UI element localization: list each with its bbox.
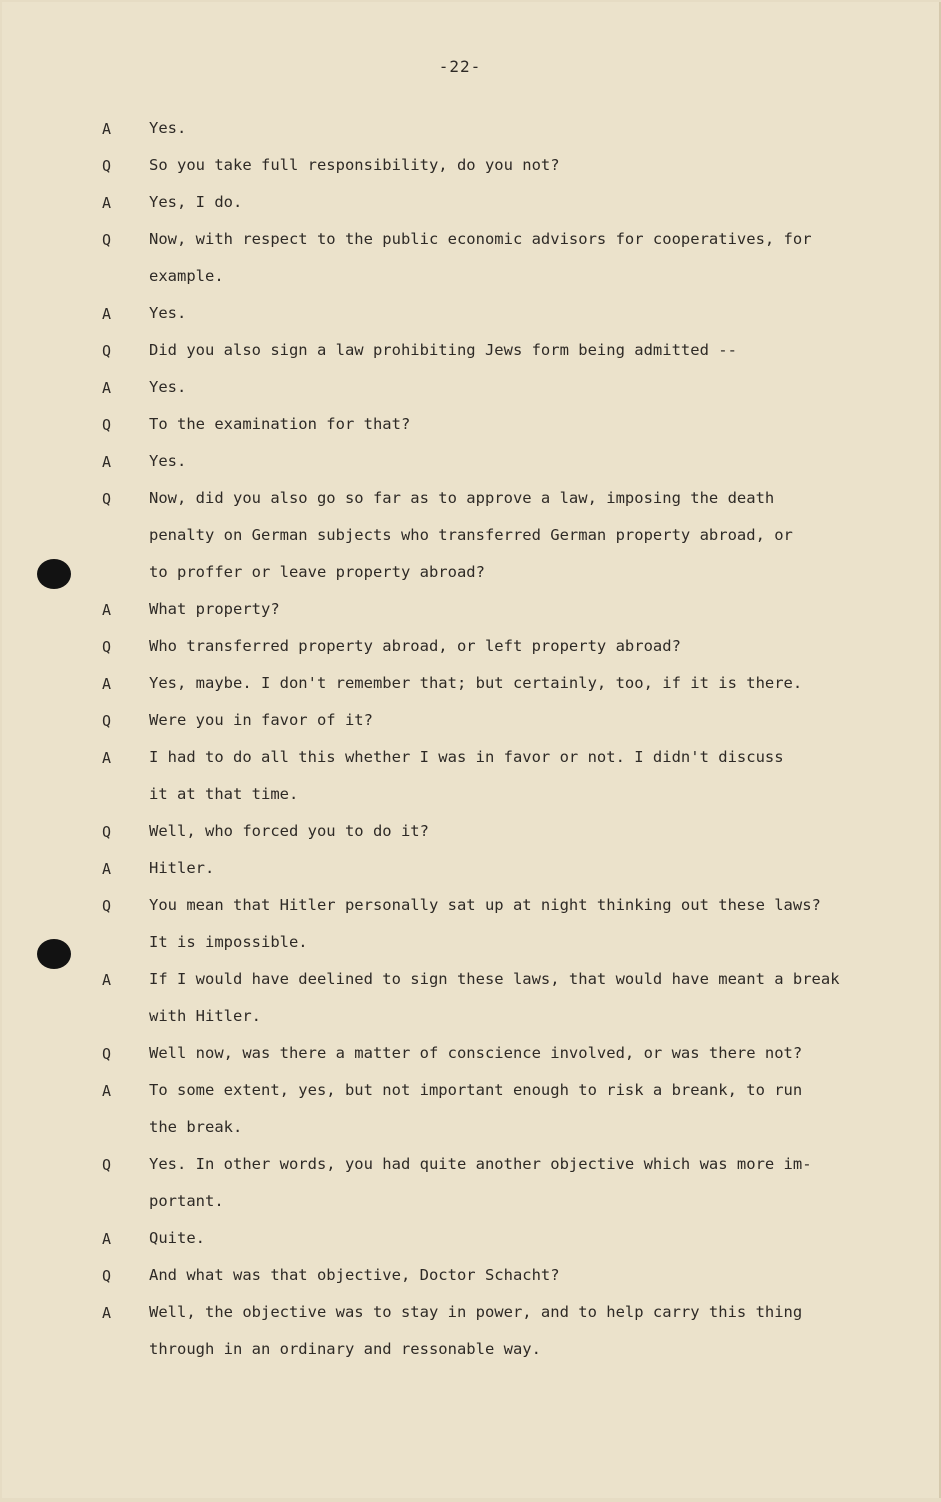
speaker-label: A <box>102 675 112 693</box>
utterance-text: Yes. <box>149 452 187 470</box>
transcript-entry <box>2 628 902 665</box>
speaker-label: Q <box>102 1045 112 1063</box>
utterance-text: Well now, was there a matter of conscience involved, or was there not? <box>149 1044 803 1062</box>
speaker-label: Q <box>102 638 112 656</box>
utterance-text: Yes. In other words, you had quite another objective which was more im- portant. <box>149 1155 812 1210</box>
transcript-entry <box>2 110 902 147</box>
transcript-entry <box>2 221 902 295</box>
utterance-text: To some extent, yes, but not important enough to risk a breank, to run the break. <box>149 1081 803 1136</box>
speaker-label: Q <box>102 490 112 508</box>
transcript-entry <box>2 850 902 887</box>
speaker-label: Q <box>102 712 112 730</box>
speaker-label: A <box>102 120 112 138</box>
transcript-entry <box>2 443 902 480</box>
utterance-text: What property? <box>149 600 280 618</box>
transcript-entry <box>2 1146 902 1220</box>
utterance-text: So you take full responsibility, do you not? <box>149 156 560 174</box>
speaker-label: A <box>102 453 112 471</box>
document-page <box>2 2 941 1498</box>
speaker-label: Q <box>102 1267 112 1285</box>
utterance-text: You mean that Hitler personally sat up at night thinking out these laws? It is impossible. <box>149 896 821 951</box>
utterance-text: Well, the objective was to stay in power, and to help carry this thing through in an ordinary and ressonable way. <box>149 1303 803 1358</box>
transcript <box>2 110 902 1368</box>
transcript-entry <box>2 147 902 184</box>
speaker-label: A <box>102 305 112 323</box>
speaker-label: A <box>102 1082 112 1100</box>
utterance-text: Yes, I do. <box>149 193 243 211</box>
utterance-text: I had to do all this whether I was in favor or not. I didn't discuss it at that time. <box>149 748 784 803</box>
speaker-label: A <box>102 601 112 619</box>
transcript-entry <box>2 887 902 961</box>
transcript-entry <box>2 961 902 1035</box>
speaker-label: A <box>102 971 112 989</box>
speaker-label: Q <box>102 416 112 434</box>
transcript-entry <box>2 1072 902 1146</box>
transcript-entry <box>2 1220 902 1257</box>
transcript-entry <box>2 332 902 369</box>
transcript-entry <box>2 591 902 628</box>
speaker-label: A <box>102 1304 112 1322</box>
transcript-entry <box>2 406 902 443</box>
transcript-entry <box>2 1294 902 1368</box>
utterance-text: Hitler. <box>149 859 215 877</box>
utterance-text: Now, with respect to the public economic advisors for cooperatives, for example. <box>149 230 812 285</box>
transcript-entry <box>2 702 902 739</box>
transcript-entry <box>2 369 902 406</box>
utterance-text: Quite. <box>149 1229 205 1247</box>
utterance-text: Were you in favor of it? <box>149 711 373 729</box>
speaker-label: A <box>102 1230 112 1248</box>
speaker-label: Q <box>102 1156 112 1174</box>
utterance-text: Well, who forced you to do it? <box>149 822 429 840</box>
page-number: -22- <box>438 57 482 76</box>
utterance-text: And what was that objective, Doctor Schacht? <box>149 1266 560 1284</box>
speaker-label: A <box>102 194 112 212</box>
transcript-entry <box>2 739 902 813</box>
transcript-entry <box>2 1035 902 1072</box>
speaker-label: Q <box>102 342 112 360</box>
utterance-text: To the examination for that? <box>149 415 411 433</box>
speaker-label: A <box>102 379 112 397</box>
transcript-entry <box>2 184 902 221</box>
utterance-text: Who transferred property abroad, or left property abroad? <box>149 637 681 655</box>
speaker-label: Q <box>102 231 112 249</box>
utterance-text: Yes, maybe. I don't remember that; but certainly, too, if it is there. <box>149 674 803 692</box>
utterance-text: If I would have deelined to sign these laws, that would have meant a break with Hitler. <box>149 970 840 1025</box>
speaker-label: Q <box>102 157 112 175</box>
utterance-text: Yes. <box>149 119 187 137</box>
transcript-entry <box>2 1257 902 1294</box>
utterance-text: Yes. <box>149 304 187 322</box>
transcript-entry <box>2 480 902 591</box>
utterance-text: Now, did you also go so far as to approve a law, imposing the death penalty on German subjects who transferred German property abroad, or to proffer or leave property abroad? <box>149 489 793 581</box>
utterance-text: Did you also sign a law prohibiting Jews form being admitted -- <box>149 341 737 359</box>
speaker-label: A <box>102 860 112 878</box>
speaker-label: A <box>102 749 112 767</box>
transcript-entry <box>2 295 902 332</box>
speaker-label: Q <box>102 823 112 841</box>
speaker-label: Q <box>102 897 112 915</box>
transcript-entry <box>2 665 902 702</box>
transcript-entry <box>2 813 902 850</box>
utterance-text: Yes. <box>149 378 187 396</box>
